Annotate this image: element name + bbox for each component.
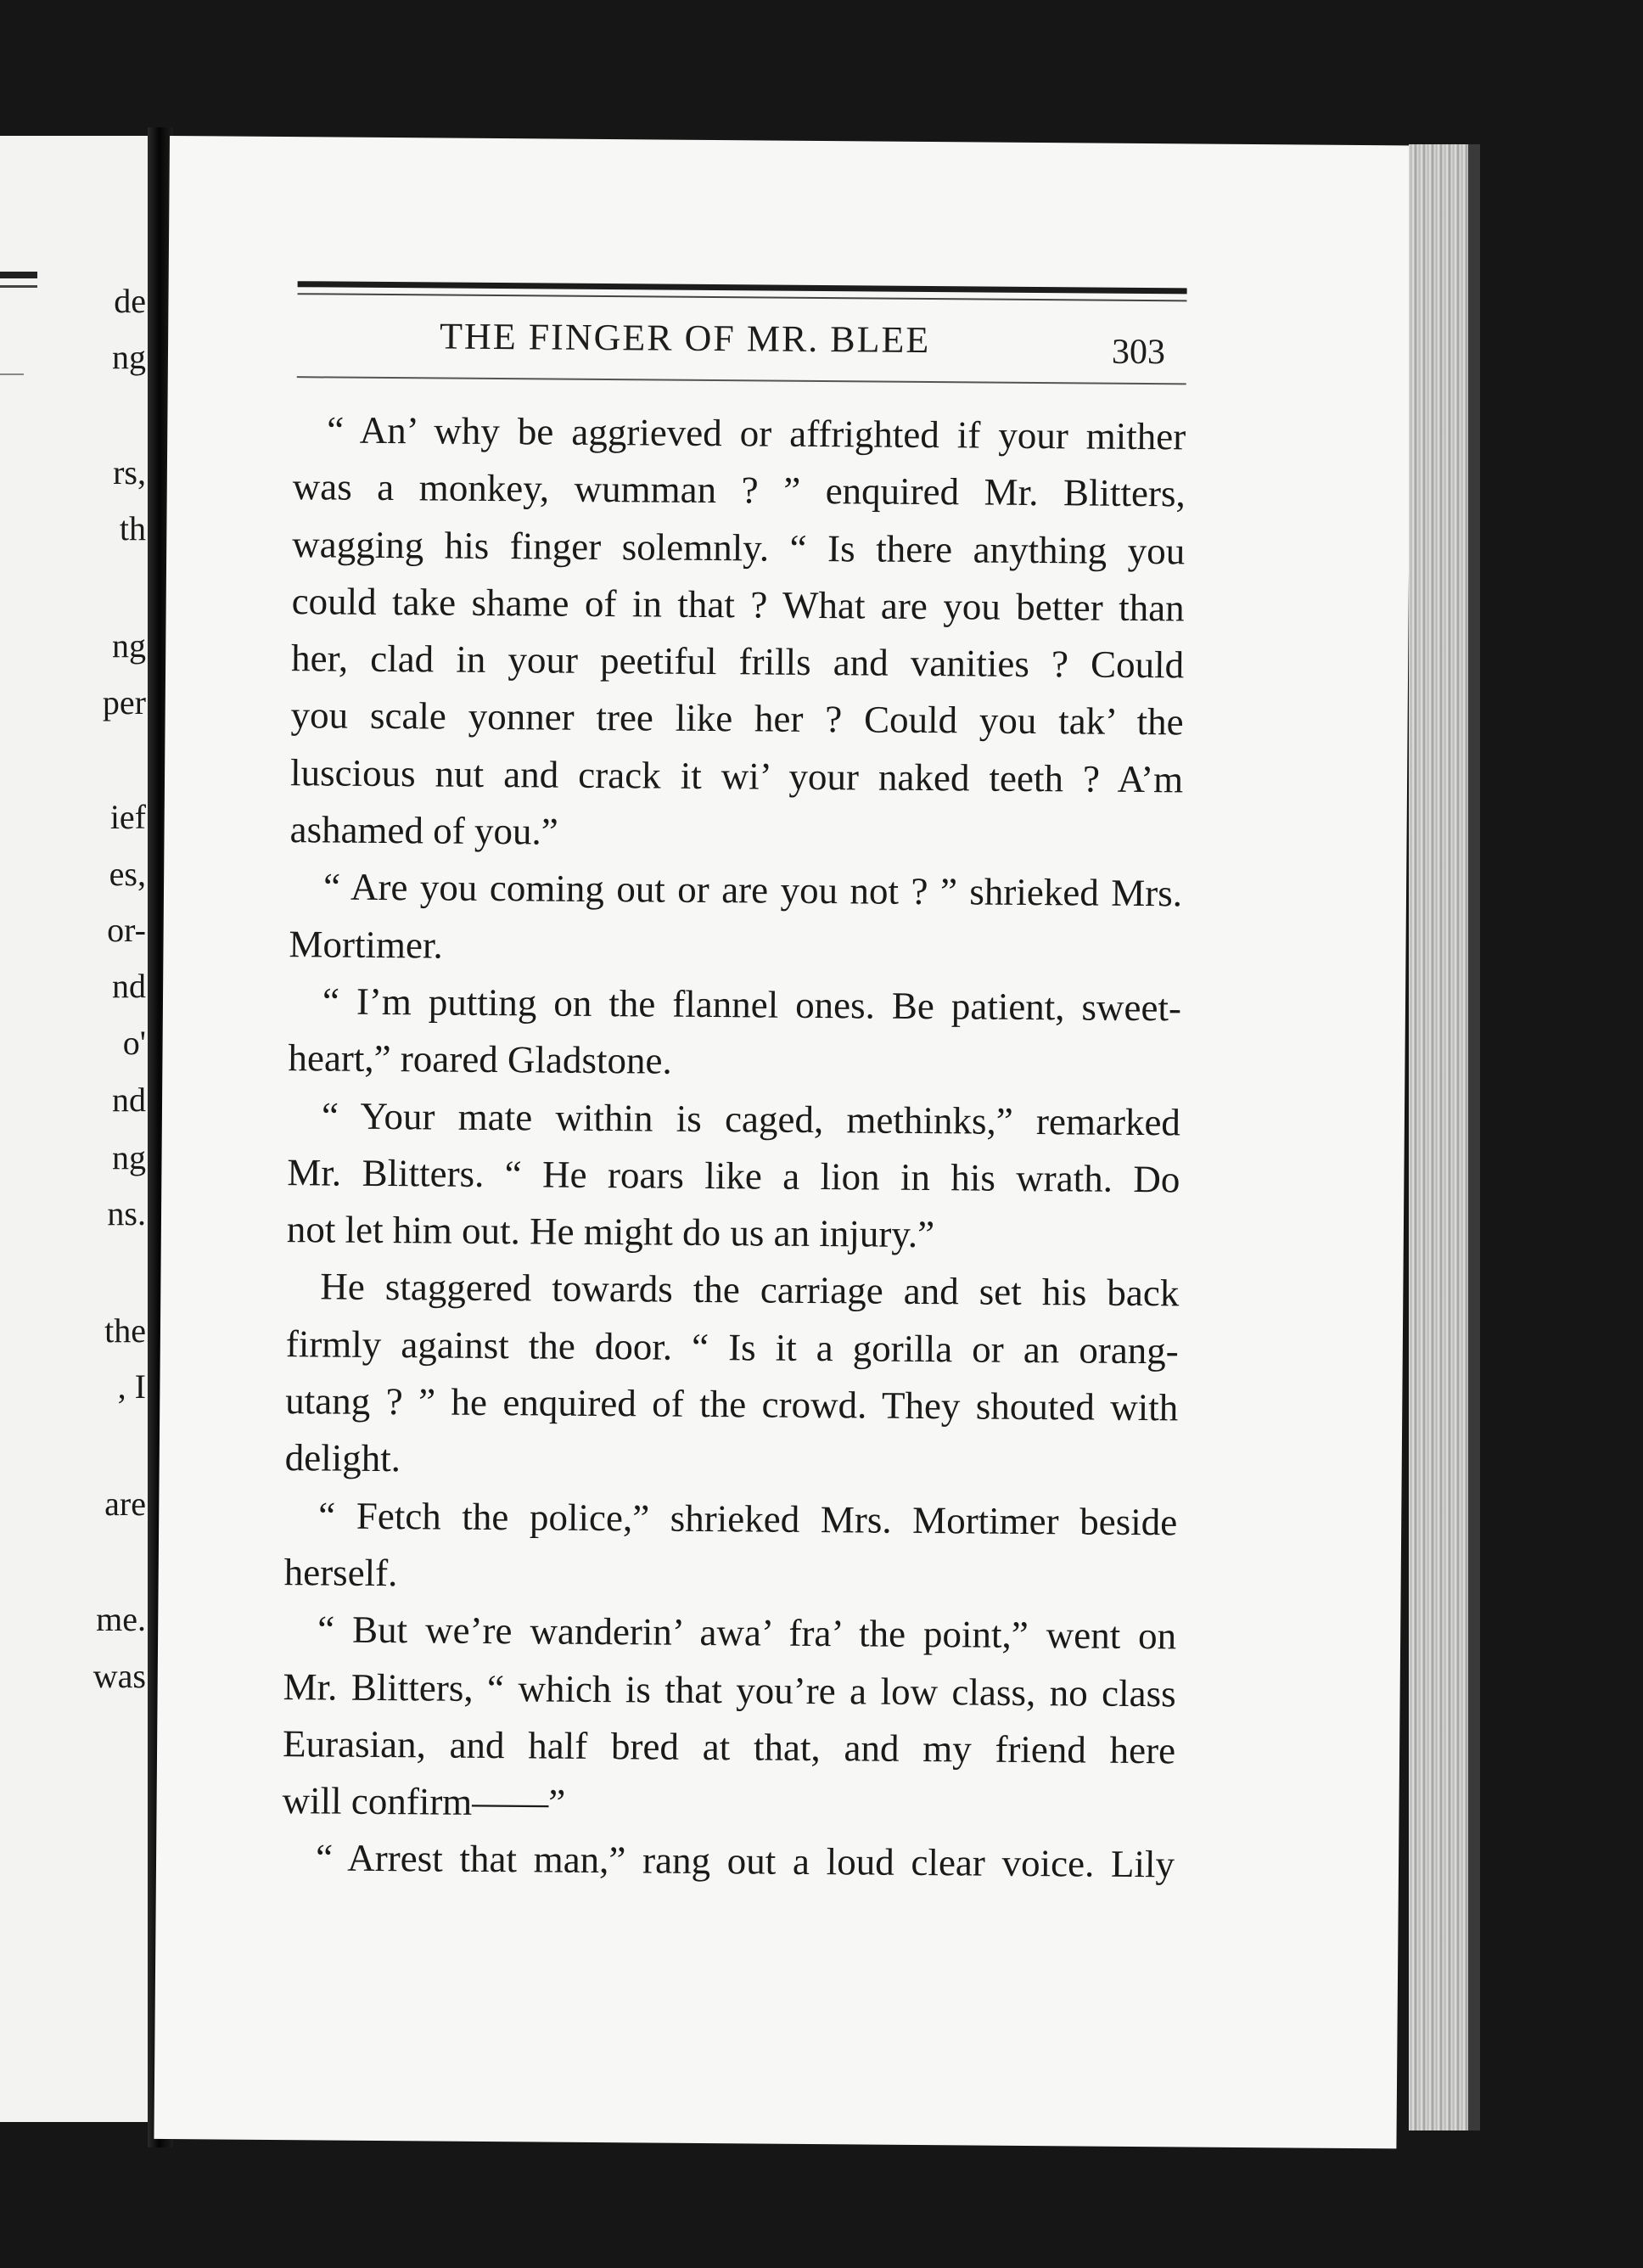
text-line: “ Your mate within is caged, methinks,” remarked [321,1094,1181,1143]
left-page-fragment [0,136,151,2122]
text-line: “ Arrest that man,” rang out a loud clear voice. Lily [315,1836,1175,1886]
text-line: not let him out. He might do us an injury.” [286,1208,935,1256]
left-fragment-text: de [114,282,146,320]
text-line: firmly against the door. “ Is it a gorilla or an orang- [285,1322,1179,1373]
header-rule-bottom [297,376,1186,385]
text-line: “ Are you coming out or are you not ? ” shrieked Mrs. [322,865,1183,915]
left-fragment-text: per [102,683,146,721]
left-fragment-text: ief [109,798,146,836]
left-fragment-text: nd [112,967,146,1005]
text-line: her, clad in your peetiful frills and vanities ? Could [290,637,1185,687]
running-title: THE FINGER OF MR. BLEE [439,315,931,362]
text-line: “ Fetch the police,” shrieked Mrs. Mortimer beside [318,1494,1178,1544]
left-fragment-text: ng [112,1138,146,1176]
text-line: Mortimer. [289,922,443,967]
text-line: ashamed of you.” [289,808,558,853]
text-line: wagging his finger solemnly. “ Is there anything you [292,522,1186,573]
left-fragment-text: are [104,1485,146,1523]
text-line: Eurasian, and half bred at that, and my friend here [282,1721,1176,1772]
text-line: you scale yonner tree like her ? Could you tak’ the [290,693,1184,744]
left-fragment-text: or- [107,911,146,949]
text-line: herself. [283,1551,398,1595]
left-fragment-text: nd [112,1081,146,1119]
left-header-rule-thin [0,285,37,288]
left-fragment-text: me. [96,1600,146,1638]
left-fragment-text: es, [109,855,146,893]
left-fragment-text: was [93,1657,146,1695]
left-subheader-rule [0,373,24,375]
header-rule-thin [298,293,1187,301]
right-page [154,136,1411,2148]
left-fragment-text: ns. [107,1194,146,1232]
text-line: will confirm——” [282,1779,566,1824]
page-edges [1409,144,1472,2130]
left-fragment-text: rs, [113,453,146,491]
text-line: utang ? ” he enquired of the crowd. They shouted with [285,1379,1179,1429]
page-edges-shadow [1468,144,1480,2130]
text-line: Mr. Blitters. “ He roars like a lion in his wrath. Do [287,1150,1180,1201]
text-line: “ An’ why be aggrieved or affrighted if your mither [327,408,1186,458]
text-line: was a monkey, wumman ? ” enquired Mr. Blitters, [292,465,1186,515]
text-line: Mr. Blitters, “ which is that you’re a low class, no class [283,1665,1176,1715]
header-rule-thick [298,281,1187,294]
left-fragment-text: o' [122,1024,146,1062]
body-text [282,401,1186,1894]
left-fragment-text: ng [112,338,146,376]
left-fragment-text: the [104,1311,146,1350]
left-fragment-text: th [119,509,146,547]
text-line: heart,” roared Gladstone. [288,1036,672,1082]
text-line: could take shame of in that ? What are you better than [291,580,1185,630]
text-line: delight. [284,1436,401,1480]
text-line: “ But we’re wanderin’ awa’ fra’ the point,” went on [317,1608,1177,1658]
text-line: luscious nut and crack it wi’ your naked teeth ? A’m [289,750,1184,801]
text-line: “ I’m putting on the flannel ones. Be patient, sweet- [322,980,1182,1030]
left-fragment-text: ng [112,626,146,665]
text-line: He staggered towards the carriage and set his back [320,1265,1180,1315]
page-number: 303 [1111,332,1166,373]
left-header-rule [0,272,37,278]
left-fragment-text: , I [117,1367,146,1406]
